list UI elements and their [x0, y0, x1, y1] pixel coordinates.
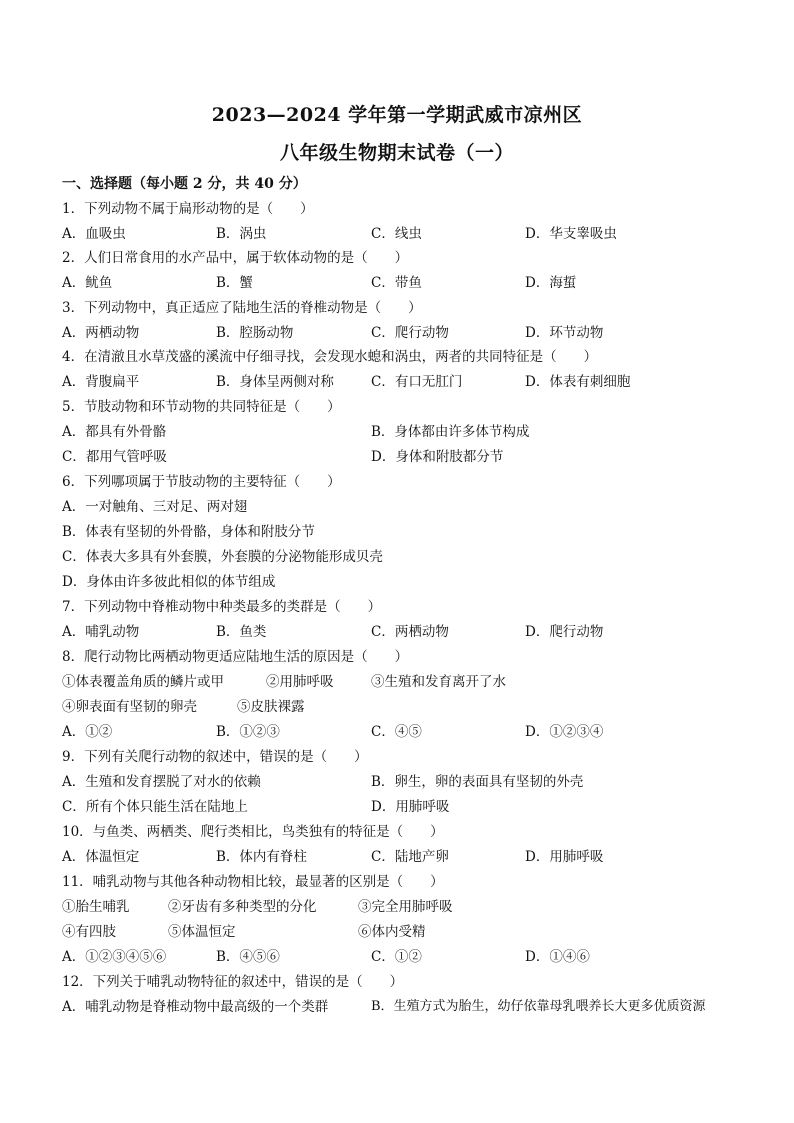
q10-option-c: C．陆地产卵 [371, 849, 449, 865]
exam-title-line2: 八年级生物期末试卷（一） [279, 142, 514, 164]
q4-option-c: C．有口无肛门 [371, 374, 463, 390]
q8-item-5: ⑤皮肤裸露 [237, 699, 305, 715]
q6-option-a: A．一对触角、三对足、两对翅 [62, 499, 248, 515]
q3-option-b: B．腔肠动物 [216, 325, 294, 341]
q2-option-d: D．海蜇 [525, 275, 577, 291]
q5-stem: 5．节肢动物和环节动物的共同特征是（ ） [62, 399, 341, 415]
q11-option-b: B．④⑤⑥ [216, 949, 280, 965]
q8-item-3: ③生殖和发育离开了水 [371, 674, 506, 690]
q4-option-a: A．背腹扁平 [62, 374, 140, 390]
q4-option-d: D．体表有刺细胞 [525, 374, 631, 390]
q7-stem: 7．下列动物中脊椎动物中种类最多的类群是（ ） [62, 599, 382, 615]
q9-option-b: B．卵生，卵的表面具有坚韧的外壳 [371, 774, 584, 790]
q2-option-b: B．蟹 [216, 275, 253, 291]
q12-stem: 12．下列关于哺乳动物特征的叙述中，错误的是（ ） [62, 974, 404, 990]
q11-option-a: A．①②③④⑤⑥ [62, 949, 167, 965]
q5-option-a: A．都具有外骨骼 [62, 424, 167, 440]
q9-option-c: C．所有个体只能生活在陆地上 [62, 799, 248, 815]
q5-option-b: B．身体都由许多体节构成 [371, 424, 530, 440]
q11-item-2: ②牙齿有多种类型的分化 [168, 899, 317, 915]
q6-option-d: D．身体由许多彼此相似的体节组成 [62, 574, 276, 590]
q1-option-b: B．涡虫 [216, 226, 267, 242]
q12-option-b: B．生殖方式为胎生，幼仔依靠母乳喂养长大更多优质资源 [371, 999, 706, 1014]
q10-stem: 10．与鱼类、两栖类、爬行类相比，鸟类独有的特征是（ ） [62, 824, 444, 840]
q3-option-a: A．两栖动物 [62, 325, 140, 341]
q3-option-c: C．爬行动物 [371, 325, 449, 341]
exam-title-line1: 2023—2024 学年第一学期武威市凉州区 [211, 104, 583, 126]
q8-option-b: B．①②③ [216, 724, 280, 740]
q11-item-3: ③完全用肺呼吸 [358, 899, 453, 915]
q11-option-c: C．①② [371, 949, 422, 965]
q11-stem: 11．哺乳动物与其他各种动物相比较，最显著的区别是（ ） [62, 874, 444, 890]
q5-option-d: D．身体和附肢都分节 [371, 449, 504, 465]
q12-option-a: A．哺乳动物是脊椎动物中最高级的一个类群 [62, 999, 329, 1015]
q11-item-1: ①胎生哺乳 [62, 899, 130, 915]
q8-option-d: D．①②③④ [525, 724, 604, 740]
q6-stem: 6．下列哪项属于节肢动物的主要特征（ ） [62, 474, 341, 490]
q6-option-c: C．体表大多具有外套膜，外套膜的分泌物能形成贝壳 [62, 549, 383, 565]
q10-option-b: B．体内有脊柱 [216, 849, 307, 865]
section-heading: 一、选择题（每小题 2 分，共 40 分） [62, 176, 307, 192]
q2-stem: 2．人们日常食用的水产品中，属于软体动物的是（ ） [62, 250, 409, 266]
q11-item-5: ⑤体温恒定 [168, 924, 236, 940]
q3-option-d: D．环节动物 [525, 325, 604, 341]
q8-stem: 8．爬行动物比两栖动物更适应陆地生活的原因是（ ） [62, 649, 409, 665]
q3-stem: 3．下列动物中，真正适应了陆地生活的脊椎动物是（ ） [62, 300, 422, 316]
q5-option-c: C．都用气管呼吸 [62, 449, 167, 465]
q7-option-a: A．哺乳动物 [62, 624, 140, 640]
q11-item-6: ⑥体内受精 [358, 924, 426, 940]
q6-option-b: B．体表有坚韧的外骨骼，身体和附肢分节 [62, 524, 315, 540]
q8-item-2: ②用肺呼吸 [266, 674, 334, 690]
q8-option-a: A．①② [62, 724, 113, 740]
q4-option-b: B．身体呈两侧对称 [216, 374, 334, 390]
q1-option-d: D．华支睾吸虫 [525, 226, 617, 242]
q8-option-c: C．④⑤ [371, 724, 422, 740]
q10-option-a: A．体温恒定 [62, 849, 140, 865]
q8-item-1: ①体表覆盖角质的鳞片或甲 [62, 674, 224, 690]
q10-option-d: D．用肺呼吸 [525, 849, 604, 865]
q1-option-c: C．线虫 [371, 226, 422, 242]
q7-option-c: C．两栖动物 [371, 624, 449, 640]
q7-option-b: B．鱼类 [216, 624, 267, 640]
q7-option-d: D．爬行动物 [525, 624, 604, 640]
q11-item-4: ④有四肢 [62, 924, 116, 940]
q4-stem: 4．在清澈且水草茂盛的溪流中仔细寻找，会发现水螅和涡虫，两者的共同特征是（ ） [62, 349, 598, 365]
q9-option-a: A．生殖和发育摆脱了对水的依赖 [62, 774, 261, 790]
q1-stem: 1．下列动物不属于扁形动物的是（ ） [62, 201, 314, 217]
q11-option-d: D．①④⑥ [525, 949, 590, 965]
q1-option-a: A．血吸虫 [62, 226, 126, 242]
q2-option-c: C．带鱼 [371, 275, 422, 291]
q9-option-d: D．用肺呼吸 [371, 799, 450, 815]
q2-option-a: A．鱿鱼 [62, 275, 113, 291]
q9-stem: 9．下列有关爬行动物的叙述中，错误的是（ ） [62, 749, 368, 765]
q8-item-4: ④卵表面有坚韧的卵壳 [62, 699, 197, 715]
